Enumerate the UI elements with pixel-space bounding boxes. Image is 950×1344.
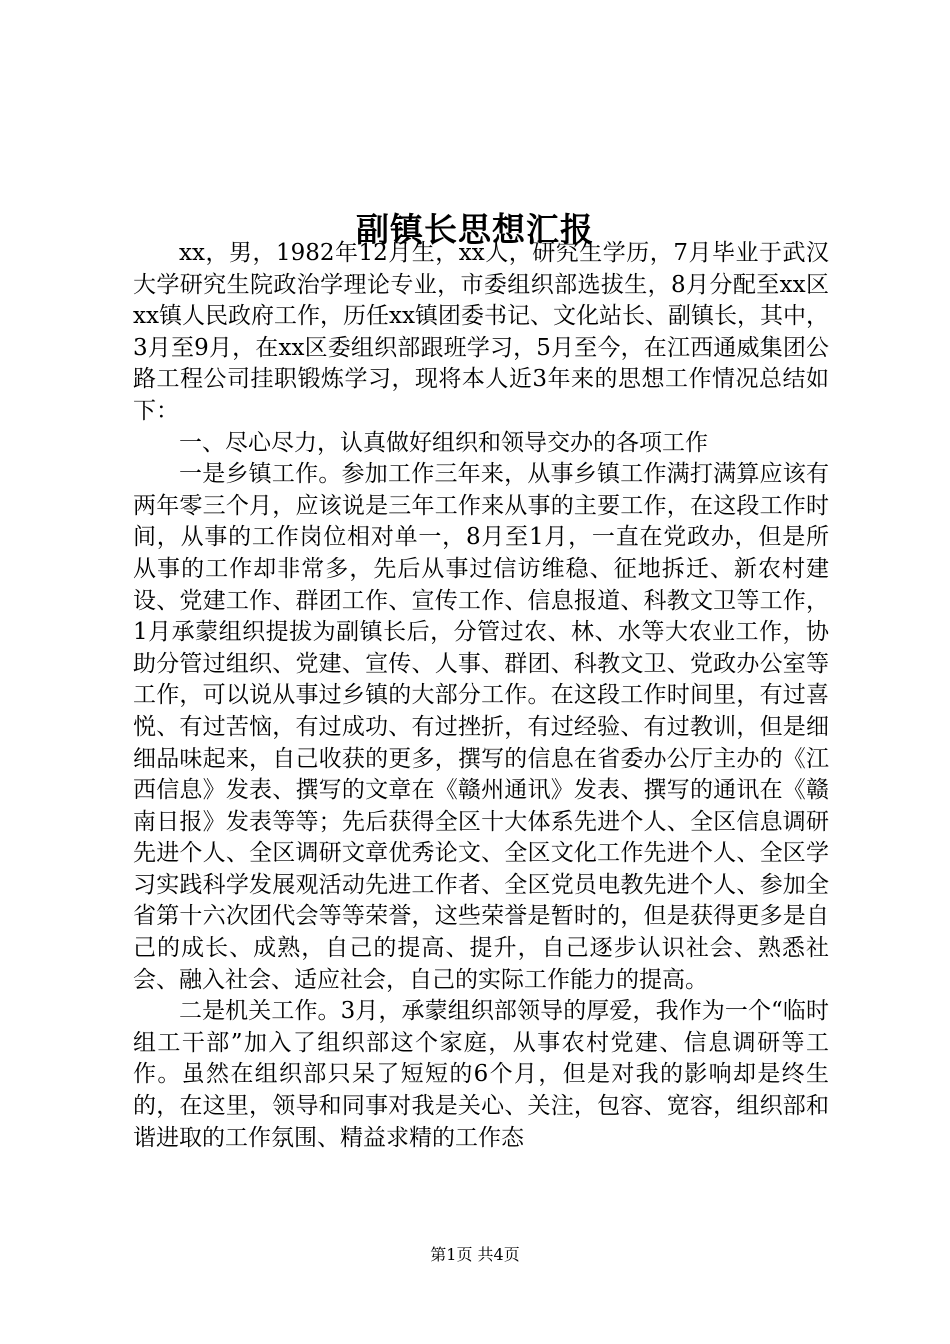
paragraph-office-work: 二是机关工作。3月，承蒙组织部领导的厚爱，我作为一个“临时组工干部”加入了组织部这个家庭，从事农村党建、信息调研等工作。虽然在组织部只呆了短短的6个月，但是对我的影响却是终生的，在这里，领导和同事对我是关心、关注，包容、宽容，组织部和谐进取的工作氛围、精益求精的工作态 — [133, 998, 829, 1151]
paragraph-section-heading: 一、尽心尽力，认真做好组织和领导交办的各项工作 — [179, 429, 708, 456]
page-footer: 第1页 共4页 — [430, 1245, 520, 1264]
paragraph-intro: xx，男，1982年12月生，xx人，研究生学历，7月毕业于武汉大学研究生院政治学理论专业，市委组织部选拔生，8月分配至xx区xx镇人民政府工作，历任xx镇团委书记、文化站长、副镇长，其中，3月至9月，在xx区委组织部跟班学习，5月至今，在江西通威集团公路工程公司挂职锻炼学习，现将本人近3年来的思想工作情况总结如下： — [133, 240, 829, 424]
document-body — [133, 238, 829, 1154]
paragraph-township-work: 一是乡镇工作。参加工作三年来，从事乡镇工作满打满算应该有两年零三个月，应该说是三年工作来从事的主要工作，在这段工作时间，从事的工作岗位相对单一，8月至1月，一直在党政办，但是所从事的工作却非常多，先后从事过信访维稳、征地拆迁、新农村建设、党建工作、群团工作、宣传工作、信息报道、科教文卫等工作，1月承蒙组织提拔为副镇长后，分管过农、林、水等大农业工作，协助分管过组织、党建、宣传、人事、群团、科教文卫、党政办公室等工作，可以说从事过乡镇的大部分工作。在这段工作时间里，有过喜悦、有过苦恼，有过成功、有过挫折，有过经验、有过教训，但是细细品味起来，自己收获的更多，撰写的信息在省委办公厅主办的《江西信息》发表、撰写的文章在《赣州通讯》发表、撰写的通讯在《赣南日报》发表等等；先后获得全区十大体系先进个人、全区信息调研先进个人、全区调研文章优秀论文、全区文化工作先进个人、全区学习实践科学发展观活动先进工作者、全区党员电教先进个人、参加全省第十六次团代会等等荣誉，这些荣誉是暂时的，但是获得更多是自己的成长、成熟，自己的提高、提升，自己逐步认识社会、熟悉社会、融入社会、适应社会，自己的实际工作能力的提高。 — [133, 461, 829, 993]
document-title: 副镇长思想汇报 — [356, 210, 594, 250]
